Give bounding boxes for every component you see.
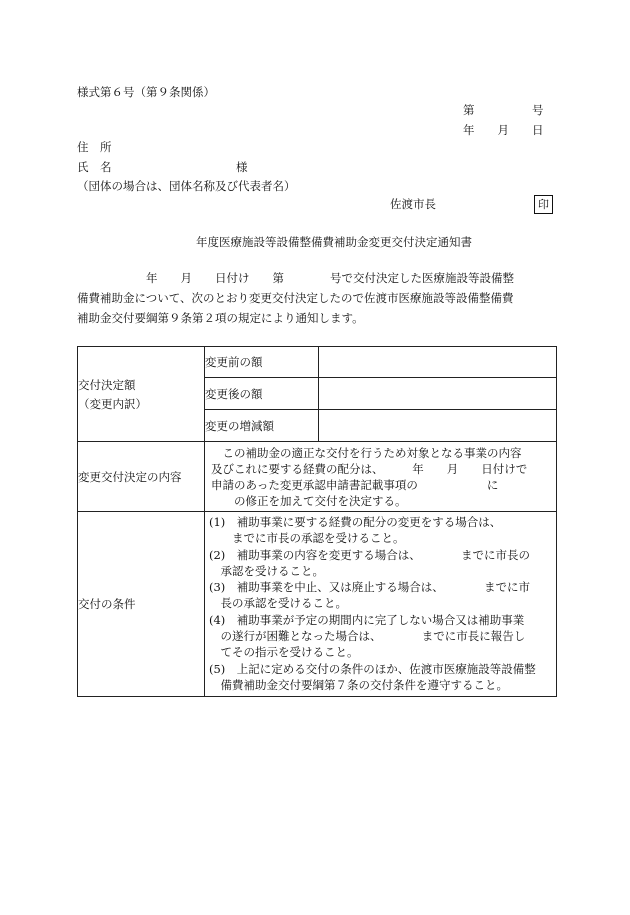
condition-line: 備費補助金交付要綱第７条の交付条件を遵守すること。: [209, 677, 508, 692]
intro-line-3: 補助金交付要綱第９条第２項の規定により通知します。: [77, 311, 364, 325]
change-content-line: この補助金の適正な交付を行うため対象となる事業の内容: [211, 446, 522, 460]
condition-line: 承認を受けること。: [209, 563, 324, 578]
condition-line: (2) 補助事業の内容を変更する場合は、 までに市長の: [209, 547, 531, 562]
change-content-line: 申請のあった変更承認申請書記載事項の に: [211, 478, 499, 492]
conditions-body: [205, 512, 557, 697]
difference-amount-label: 変更の増減額: [205, 410, 319, 442]
intro-line-1: 年 月 日付け 第 号で交付決定した医療施設等設備整: [146, 271, 514, 285]
after-amount-value: [319, 378, 557, 410]
condition-line: (5) 上記に定める交付の条件のほか、佐渡市医療施設等設備整: [209, 661, 536, 676]
organization-note: （団体の場合は、団体名称及び代表者名）: [77, 179, 296, 193]
honorific-sama: 様: [236, 160, 248, 174]
document-number-line: 第 号: [463, 103, 544, 117]
document-title: 年度医療施設等設備整備費補助金変更交付決定通知書: [196, 235, 472, 249]
table-row: [78, 347, 557, 378]
condition-line: (3) 補助事業を中止、又は廃止する場合は、 までに市: [209, 580, 531, 595]
condition-line: (1) 補助事業に要する経費の配分の変更をする場合は、: [209, 515, 502, 529]
form-number-header: 様式第６号（第９条関係）: [77, 85, 215, 99]
change-content-line: 及びこれに要する経費の配分は、 年 月 日付けで: [211, 462, 528, 476]
intro-line-2: 備費補助金について、次のとおり変更交付決定したので佐渡市医療施設等設備整備費: [77, 291, 514, 305]
condition-line: てその指示を受けること。: [209, 645, 359, 660]
issuer-name: 佐渡市長: [390, 197, 436, 211]
table-row: [78, 512, 557, 697]
table-row: [78, 442, 557, 512]
after-amount-label: 変更後の額: [205, 378, 319, 410]
name-label: 氏 名: [77, 160, 112, 174]
condition-line: (4) 補助事業が予定の期間内に完了しない場合又は補助事業: [209, 612, 525, 627]
granted-amount-label-cell: [78, 347, 205, 442]
conditions-label: 交付の条件: [78, 512, 205, 697]
date-line: 年 月 日: [463, 123, 544, 137]
seal-stamp: 印: [534, 195, 553, 214]
before-amount-value: [319, 347, 557, 378]
condition-line: の遂行が困難となった場合は、 までに市長に報告し: [209, 629, 526, 644]
decision-table: [77, 346, 557, 697]
address-label: 住 所: [77, 140, 112, 154]
condition-line: 長の承認を受けること。: [209, 596, 347, 611]
difference-amount-value: [319, 410, 557, 442]
condition-line: までに市長の承認を受けること。: [209, 531, 405, 546]
before-amount-label: 変更前の額: [205, 347, 319, 378]
change-content-line: の修正を加えて交付を決定する。: [211, 494, 407, 508]
change-content-body: [205, 442, 557, 512]
granted-amount-label: 交付決定額: [78, 377, 136, 392]
change-content-label: 変更交付決定の内容: [78, 442, 205, 512]
change-breakdown-label: （変更内訳）: [78, 396, 147, 411]
